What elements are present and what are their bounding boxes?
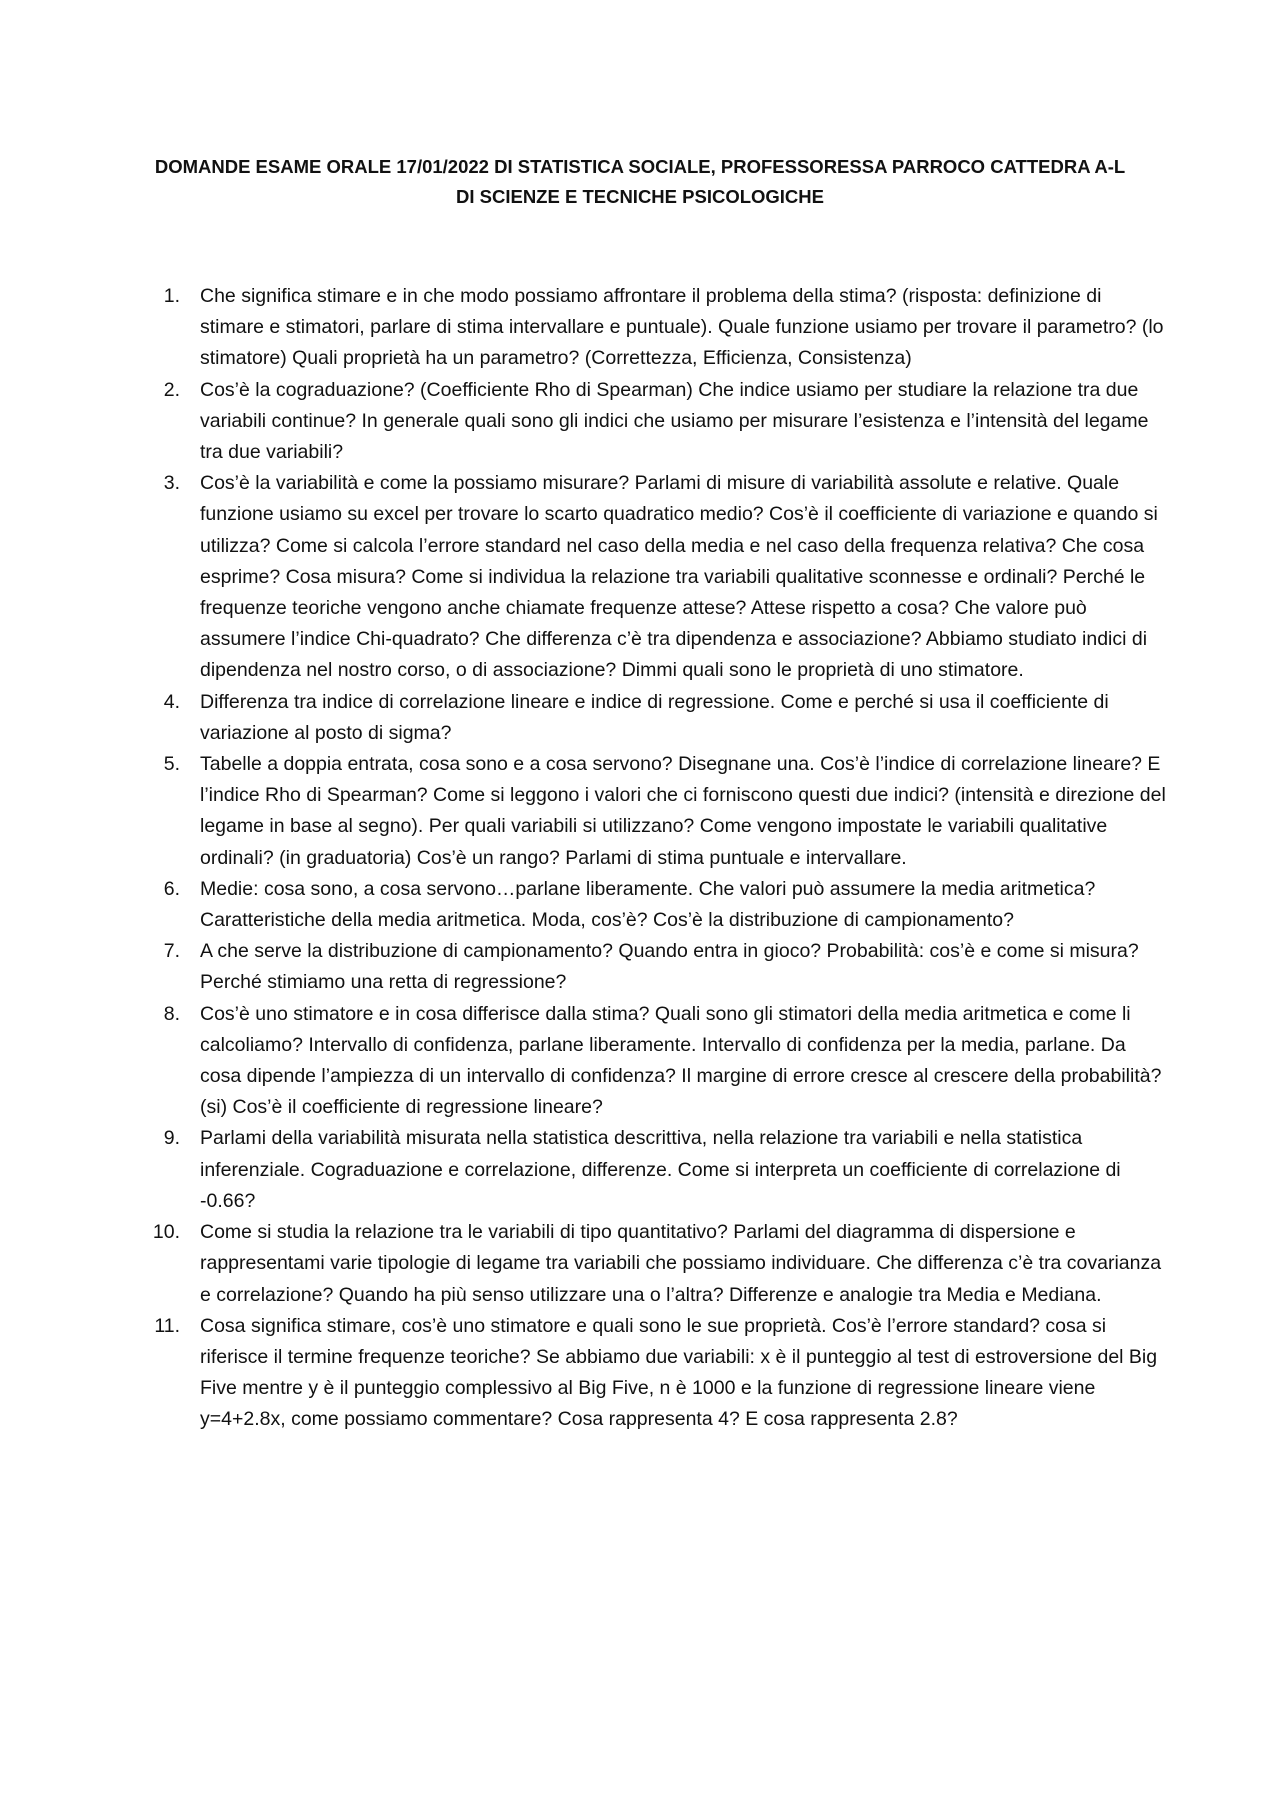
question-number: 8. bbox=[163, 1002, 180, 1025]
question-item bbox=[163, 874, 1168, 936]
title-line-2: DI SCIENZE E TECNICHE PSICOLOGICHE bbox=[456, 186, 824, 207]
question-item bbox=[163, 468, 1168, 686]
question-text: Cos’è uno stimatore e in cosa differisce dalla stima? Quali sono gli stimatori della media aritmetica e come li calcoliamo? Intervallo di confidenza, parlane liberamente. Intervallo di confidenza per la media, parlane. Da cosa dipende l’ampiezza di un intervallo di confidenza? Il margine di errore cresce al crescere della probabilità? (si) Cos’è il coefficiente di regressione lineare? bbox=[200, 1002, 1162, 1119]
question-number: 1. bbox=[163, 285, 180, 307]
question-number: 5. bbox=[163, 753, 180, 776]
question-number: 10. bbox=[152, 1221, 180, 1244]
question-number: 9. bbox=[163, 1127, 180, 1150]
question-number: 2. bbox=[163, 378, 180, 401]
document-title bbox=[110, 152, 1170, 212]
question-text: Cosa significa stimare, cos’è uno stimatore e quali sono le sue proprietà. Cos’è l’errore standard? cosa si riferisce il termine frequenze teoriche? Se abbiamo due variabili: x è il punteggio al test di estroversione del Big Five mentre y è il punteggio complessivo al Big Five, n è 1000 e la funzione di regressione lineare viene y=4+2.8x, come possiamo commentare? Cosa rappresenta 4? E cosa rappresenta 2.8? bbox=[200, 1314, 1158, 1431]
question-text: Cos’è la variabilità e come la possiamo misurare? Parlami di misure di variabilità assolute e relative. Quale funzione usiamo su excel per trovare lo scarto quadratico medio? Cos’è il coefficiente di variazione e quando si utilizza? Come si calcola l’errore standard nel caso della media e nel caso della frequenza relativa? Che cosa esprime? Cosa misura? Come si individua la relazione tra variabili qualitative sconnesse e ordinali? Perché le frequenze teoriche vengono anche chiamate frequenze attese? Attese rispetto a cosa? Che valore può assumere l’indice Chi-quadrato? Che differenza c’è tra dipendenza e associazione? Abbiamo studiato indici di dipendenza nel nostro corso, o di associazione? Dimmi quali sono le proprietà di uno stimatore. bbox=[200, 472, 1158, 682]
question-item bbox=[163, 281, 1168, 375]
question-number: 4. bbox=[163, 690, 180, 713]
question-text: A che serve la distribuzione di campionamento? Quando entra in gioco? Probabilità: cos’è e come si misura? Perché stimiamo una retta di regressione? bbox=[200, 940, 1139, 994]
question-number: 11. bbox=[154, 1314, 180, 1337]
question-list bbox=[152, 281, 1168, 1436]
question-item bbox=[152, 1217, 1168, 1311]
question-item bbox=[163, 375, 1168, 469]
question-text: Che significa stimare e in che modo possiamo affrontare il problema della stima? (risposta: definizione di stimare e stimatori, parlare di stima intervallare e puntuale). Quale funzione usiamo per trovare il parametro? (lo stimatore) Quali proprietà ha un parametro? (Correttezza, Efficienza, Consistenza) bbox=[200, 285, 1164, 370]
question-number: 7. bbox=[163, 940, 180, 963]
question-text: Differenza tra indice di correlazione lineare e indice di regressione. Come e perché si usa il coefficiente di variazione al posto di sigma? bbox=[200, 690, 1109, 744]
question-number: 3. bbox=[163, 472, 180, 495]
question-text: Parlami della variabilità misurata nella statistica descrittiva, nella relazione tra variabili e nella statistica inferenziale. Cograduazione e correlazione, differenze. Come si interpreta un coefficiente di correlazione di -0.66? bbox=[200, 1127, 1121, 1212]
question-text: Medie: cosa sono, a cosa servono…parlane liberamente. Che valori può assumere la media aritmetica? Caratteristiche della media aritmetica. Moda, cos’è? Cos’è la distribuzione di campionamento? bbox=[200, 877, 1096, 932]
question-item bbox=[163, 687, 1168, 749]
question-item bbox=[163, 936, 1168, 998]
title-line-1: DOMANDE ESAME ORALE 17/01/2022 DI STATISTICA SOCIALE, PROFESSORESSA PARROCO CATTEDRA A-L bbox=[154, 156, 1126, 177]
question-text: Tabelle a doppia entrata, cosa sono e a cosa servono? Disegnane una. Cos’è l’indice di correlazione lineare? E l’indice Rho di Spearman? Come si leggono i valori che ci forniscono questi due indici? (intensità e direzione del legame in base al segno). Per quali variabili si utilizzano? Come vengono impostate le variabili qualitative ordinali? (in graduatoria) Cos’è un rango? Parlami di stima puntuale e intervallare. bbox=[200, 753, 1166, 869]
question-item bbox=[154, 1311, 1168, 1436]
question-item bbox=[163, 999, 1168, 1124]
question-item bbox=[163, 749, 1168, 874]
question-number: 6. bbox=[163, 877, 180, 900]
question-item bbox=[163, 1123, 1168, 1217]
question-text: Cos’è la cograduazione? (Coefficiente Rho di Spearman) Che indice usiamo per studiare la relazione tra due variabili continue? In generale quali sono gli indici che usiamo per misurare l’esistenza e l’intensità del legame tra due variabili? bbox=[200, 378, 1149, 464]
question-text: Come si studia la relazione tra le variabili di tipo quantitativo? Parlami del diagramma di dispersione e rappresentami varie tipologie di legame tra variabili che possiamo individuare. Che differenza c’è tra covarianza e correlazione? Quando ha più senso utilizzare una o l’altra? Differenze e analogie tra Media e Mediana. bbox=[200, 1221, 1162, 1306]
